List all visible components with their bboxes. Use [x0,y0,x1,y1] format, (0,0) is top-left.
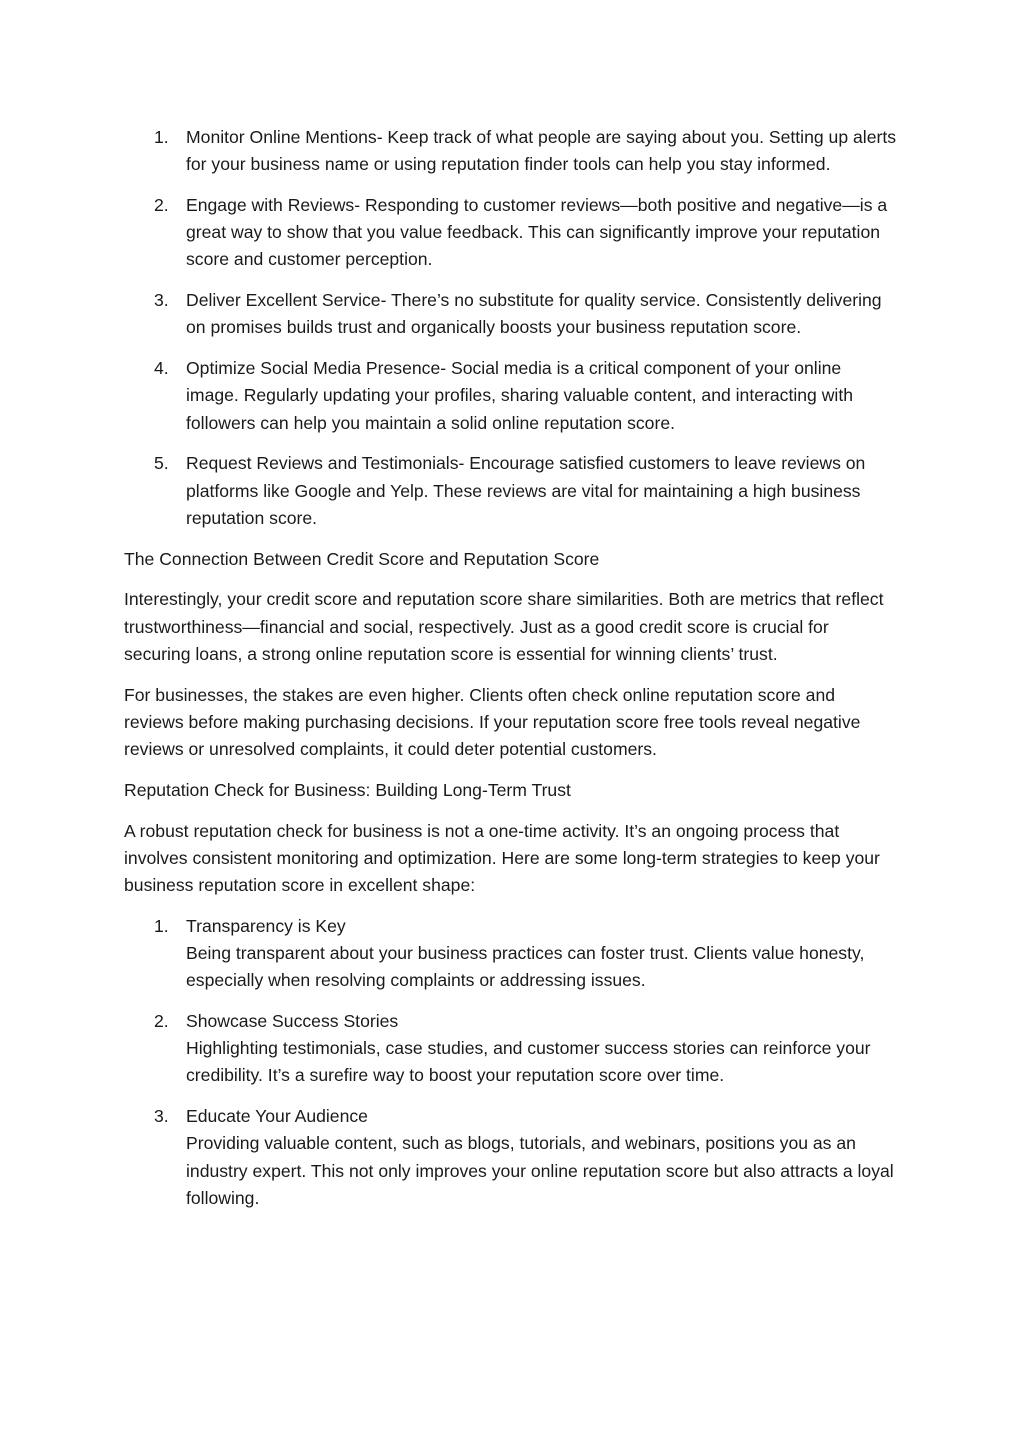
list-item-title: Showcase Success Stories [186,1011,399,1032]
paragraph: For businesses, the stakes are even higher. Clients often check online reputation score and reviews before making purchasing decisions. If your reputation score free tools reveal negative reviews or unresolved complaints, it could deter potential customers. [124,684,861,760]
section-heading-credit-score: The Connection Between Credit Score and Reputation Score [124,548,600,569]
list-number: 3. [154,1106,169,1127]
list-item [124,287,898,341]
list-item [124,1103,898,1212]
paragraph: A robust reputation check for business is not a one-time activity. It’s an ongoing process that involves consistent monitoring and optimization. Here are some long-term strategies to keep your business reputation score in excellent shape: [124,820,880,896]
list-number: 1. [154,127,169,147]
list-item [124,355,898,437]
section-heading-reputation-check: Reputation Check for Business: Building Long-Term Trust [124,779,571,800]
list-number: 4. [154,358,169,379]
list-number: 3. [154,290,169,311]
list-number: 5. [154,453,169,474]
list-item-text: Providing valuable content, such as blogs, tutorials, and webinars, positions you as an industry expert. This not only improves your online reputation score but also attracts a loyal following. [186,1133,894,1208]
list-item-text: Highlighting testimonials, case studies, and customer success stories can reinforce your credibility. It’s a surefire way to boost your reputation score over time. [186,1038,871,1086]
list-item-title: Educate Your Audience [186,1106,368,1127]
list-number: 2. [154,1011,169,1032]
list-item-title: Transparency is Key [186,915,346,936]
list-item [124,1008,898,1090]
list-item-text: Engage with Reviews- Responding to customer reviews—both positive and negative—is a great way to show that you value feedback. This can significantly improve your reputation score and customer perception. [186,195,888,270]
paragraph: Interestingly, your credit score and reputation score share similarities. Both are metrics that reflect trustworthiness—financial and social, respectively. Just as a good credit score is crucial for securing loans, a strong online reputation score is essential for winning clients’ trust. [124,589,884,664]
list-item [124,124,898,178]
strategies-list [124,913,898,1212]
list-item-text: Optimize Social Media Presence- Social media is a critical component of your online image. Regularly updating your profiles, sharing valuable content, and interacting with followers can help you maintain a solid online reputation score. [186,358,853,433]
list-number: 2. [154,195,169,215]
list-item [124,913,898,995]
tips-list [124,124,898,532]
list-item [124,450,898,532]
list-number: 1. [154,915,169,936]
list-item-text: Monitor Online Mentions- Keep track of what people are saying about you. Setting up alerts for your business name or using reputation finder tools can help you stay informed. [186,127,897,175]
list-item-text: Deliver Excellent Service- There’s no substitute for quality service. Consistently delivering on promises builds trust and organically boosts your business reputation score. [186,290,882,338]
list-item-text: Request Reviews and Testimonials- Encourage satisfied customers to leave reviews on platforms like Google and Yelp. These reviews are vital for maintaining a high business reputation score. [186,453,866,528]
list-item [124,192,898,274]
list-item-text: Being transparent about your business practices can foster trust. Clients value honesty, especially when resolving complaints or addressing issues. [186,943,865,991]
